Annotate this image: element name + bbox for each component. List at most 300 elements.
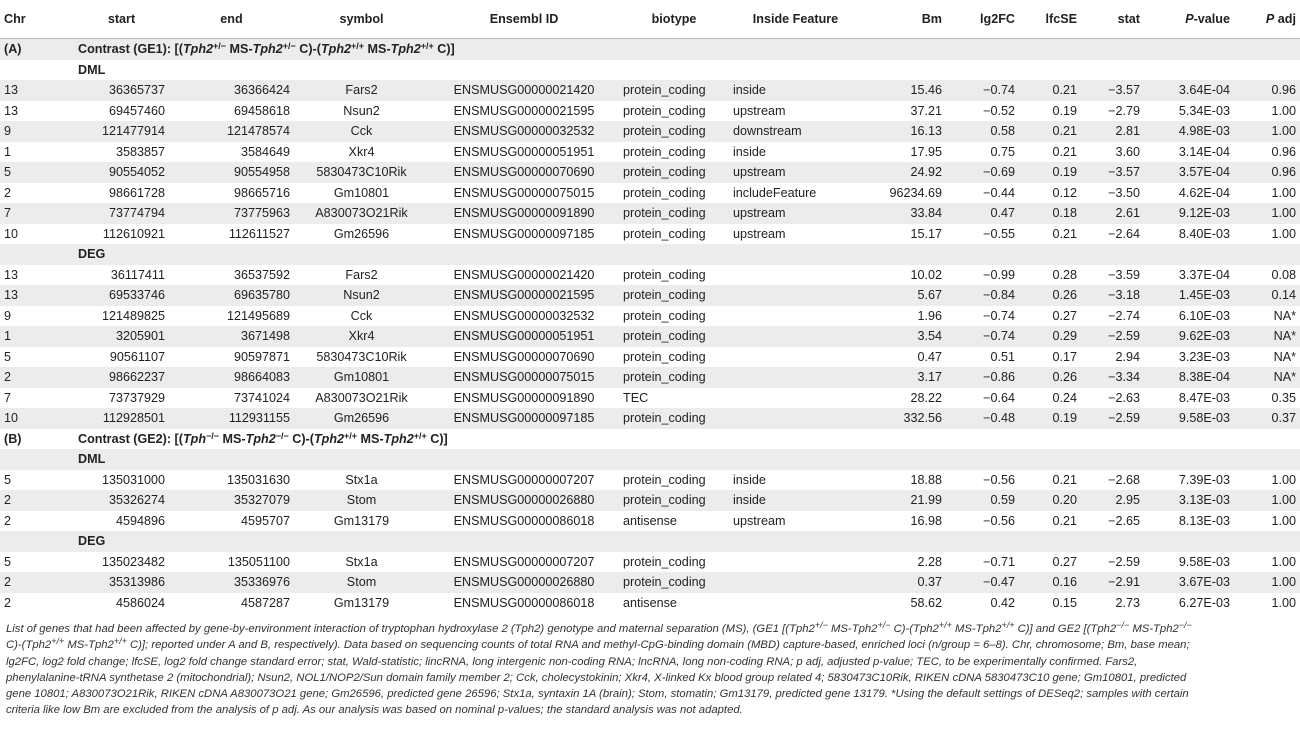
cell-padj: NA* xyxy=(1234,326,1300,347)
footnote-superscript: +/+ xyxy=(1001,620,1015,630)
cell-end: 3584649 xyxy=(169,142,294,163)
cell-end: 73775963 xyxy=(169,203,294,224)
cell-ensembl-id: ENSMUSG00000051951 xyxy=(429,326,619,347)
cell-start: 112610921 xyxy=(74,224,169,245)
cell-bm: 15.17 xyxy=(862,224,946,245)
cell-ensembl-id: ENSMUSG00000032532 xyxy=(429,121,619,142)
cell-stat: −3.34 xyxy=(1081,367,1144,388)
cell-start: 4594896 xyxy=(74,511,169,532)
table-footnote xyxy=(6,621,1194,719)
table-row xyxy=(0,470,1300,491)
cell-ensembl-id: ENSMUSG00000026880 xyxy=(429,490,619,511)
cell-chr: 7 xyxy=(0,388,74,409)
cell-pvalue: 8.40E-03 xyxy=(1144,224,1234,245)
cell-start: 36365737 xyxy=(74,80,169,101)
cell-lfcse: 0.26 xyxy=(1019,285,1081,306)
cell-start: 35326274 xyxy=(74,490,169,511)
cell-lg2fc: −0.56 xyxy=(946,470,1019,491)
cell-start: 73737929 xyxy=(74,388,169,409)
cell-lfcse: 0.21 xyxy=(1019,224,1081,245)
cell-lg2fc: 0.47 xyxy=(946,203,1019,224)
cell-biotype: protein_coding xyxy=(619,121,729,142)
group-spacer xyxy=(0,531,74,552)
cell-symbol: 5830473C10Rik xyxy=(294,347,429,368)
cell-chr: 2 xyxy=(0,593,74,614)
cell-start: 121477914 xyxy=(74,121,169,142)
cell-stat: −3.50 xyxy=(1081,183,1144,204)
cell-bm: 1.96 xyxy=(862,306,946,327)
footnote-text: MS-Tph2 xyxy=(827,623,878,635)
cell-biotype: protein_coding xyxy=(619,572,729,593)
cell-pvalue: 5.34E-03 xyxy=(1144,101,1234,122)
cell-stat: 2.81 xyxy=(1081,121,1144,142)
cell-lfcse: 0.28 xyxy=(1019,265,1081,286)
cell-start: 69533746 xyxy=(74,285,169,306)
cell-ensembl-id: ENSMUSG00000070690 xyxy=(429,347,619,368)
cell-symbol: Gm10801 xyxy=(294,183,429,204)
contrast-title xyxy=(74,429,1300,450)
cell-end: 4587287 xyxy=(169,593,294,614)
footnote-superscript: +/− xyxy=(877,620,891,630)
header-padj xyxy=(1234,0,1300,39)
cell-inside-feature xyxy=(729,593,862,614)
cell-symbol: Xkr4 xyxy=(294,326,429,347)
cell-inside-feature: includeFeature xyxy=(729,183,862,204)
cell-ensembl-id: ENSMUSG00000007207 xyxy=(429,470,619,491)
footnote-superscript: −/− xyxy=(1178,620,1192,630)
cell-start: 35313986 xyxy=(74,572,169,593)
cell-bm: 18.88 xyxy=(862,470,946,491)
cell-stat: −2.68 xyxy=(1081,470,1144,491)
header-symbol: symbol xyxy=(294,0,429,39)
cell-start: 69457460 xyxy=(74,101,169,122)
table-row xyxy=(0,408,1300,429)
cell-symbol: Nsun2 xyxy=(294,101,429,122)
cell-ensembl-id: ENSMUSG00000070690 xyxy=(429,162,619,183)
contrast-title xyxy=(74,39,1300,60)
cell-lfcse: 0.19 xyxy=(1019,408,1081,429)
cell-symbol: 5830473C10Rik xyxy=(294,162,429,183)
cell-inside-feature xyxy=(729,347,862,368)
table-row xyxy=(0,121,1300,142)
cell-inside-feature: upstream xyxy=(729,224,862,245)
header-pvalue-rest: -value xyxy=(1193,12,1230,26)
contrast-row xyxy=(0,39,1300,60)
cell-biotype: antisense xyxy=(619,593,729,614)
cell-padj: 1.00 xyxy=(1234,470,1300,491)
genotype-superscript: −/− xyxy=(275,430,289,441)
cell-pvalue: 3.67E-03 xyxy=(1144,572,1234,593)
cell-lg2fc: −0.99 xyxy=(946,265,1019,286)
cell-symbol: Stom xyxy=(294,490,429,511)
header-inside-feature: Inside Feature xyxy=(729,0,862,39)
cell-padj: NA* xyxy=(1234,306,1300,327)
cell-pvalue: 9.58E-03 xyxy=(1144,408,1234,429)
contrast-text: MS- xyxy=(219,431,246,446)
cell-ensembl-id: ENSMUSG00000021595 xyxy=(429,285,619,306)
cell-lg2fc: 0.51 xyxy=(946,347,1019,368)
cell-end: 98664083 xyxy=(169,367,294,388)
cell-padj: NA* xyxy=(1234,347,1300,368)
footnote-text: C)-(Tph2 xyxy=(890,623,939,635)
genotype-superscript: +/+ xyxy=(420,41,434,52)
cell-bm: 96234.69 xyxy=(862,183,946,204)
cell-symbol: A830073O21Rik xyxy=(294,203,429,224)
cell-biotype: protein_coding xyxy=(619,224,729,245)
genotype-superscript: +/− xyxy=(213,41,227,52)
table-row xyxy=(0,511,1300,532)
cell-padj: 1.00 xyxy=(1234,101,1300,122)
cell-inside-feature: inside xyxy=(729,470,862,491)
cell-bm: 58.62 xyxy=(862,593,946,614)
cell-lfcse: 0.24 xyxy=(1019,388,1081,409)
cell-stat: −3.57 xyxy=(1081,162,1144,183)
header-padj-rest: adj xyxy=(1274,12,1296,26)
cell-stat: −3.18 xyxy=(1081,285,1144,306)
contrast-text: C)] xyxy=(433,42,455,57)
footnote-superscript: +/− xyxy=(814,620,828,630)
cell-end: 36366424 xyxy=(169,80,294,101)
cell-chr: 10 xyxy=(0,408,74,429)
contrast-text: MS- xyxy=(357,431,384,446)
cell-chr: 5 xyxy=(0,162,74,183)
cell-lg2fc: −0.44 xyxy=(946,183,1019,204)
cell-bm: 15.46 xyxy=(862,80,946,101)
cell-ensembl-id: ENSMUSG00000097185 xyxy=(429,408,619,429)
cell-bm: 10.02 xyxy=(862,265,946,286)
cell-end: 135031630 xyxy=(169,470,294,491)
group-label: DEG xyxy=(74,531,1300,552)
footnote-text: MS-Tph2 xyxy=(64,639,114,652)
cell-pvalue: 4.62E-04 xyxy=(1144,183,1234,204)
cell-padj: 1.00 xyxy=(1234,572,1300,593)
cell-inside-feature xyxy=(729,388,862,409)
cell-pvalue: 3.13E-03 xyxy=(1144,490,1234,511)
cell-lfcse: 0.18 xyxy=(1019,203,1081,224)
cell-chr: 1 xyxy=(0,142,74,163)
footnote-text: List of genes that had been affected by gene-by-environment interaction of tryptophan hydroxylase 2 (Tph2) genotype and maternal separation (MS), (GE1 [(Tph2 xyxy=(6,623,815,635)
cell-lg2fc: −0.74 xyxy=(946,326,1019,347)
header-padj-p: P xyxy=(1265,12,1275,26)
cell-inside-feature: inside xyxy=(729,80,862,101)
cell-chr: 1 xyxy=(0,326,74,347)
cell-lfcse: 0.21 xyxy=(1019,80,1081,101)
cell-inside-feature xyxy=(729,306,862,327)
table-row xyxy=(0,265,1300,286)
cell-bm: 33.84 xyxy=(862,203,946,224)
cell-pvalue: 1.45E-03 xyxy=(1144,285,1234,306)
header-stat: stat xyxy=(1081,0,1144,39)
cell-start: 90554052 xyxy=(74,162,169,183)
cell-inside-feature: upstream xyxy=(729,203,862,224)
cell-chr: 5 xyxy=(0,470,74,491)
cell-chr: 5 xyxy=(0,552,74,573)
cell-end: 36537592 xyxy=(169,265,294,286)
cell-biotype: protein_coding xyxy=(619,80,729,101)
cell-bm: 2.28 xyxy=(862,552,946,573)
cell-lg2fc: 0.42 xyxy=(946,593,1019,614)
cell-symbol: Stx1a xyxy=(294,470,429,491)
cell-lfcse: 0.19 xyxy=(1019,162,1081,183)
cell-inside-feature xyxy=(729,285,862,306)
cell-stat: −2.79 xyxy=(1081,101,1144,122)
cell-padj: 1.00 xyxy=(1234,121,1300,142)
cell-inside-feature: downstream xyxy=(729,121,862,142)
cell-lfcse: 0.21 xyxy=(1019,121,1081,142)
contrast-text: Tph2 xyxy=(383,431,414,446)
table-row xyxy=(0,490,1300,511)
genotype-superscript: +/− xyxy=(282,41,296,52)
cell-symbol: Stx1a xyxy=(294,552,429,573)
cell-lg2fc: −0.47 xyxy=(946,572,1019,593)
cell-lg2fc: −0.74 xyxy=(946,80,1019,101)
header-biotype: biotype xyxy=(619,0,729,39)
table-row xyxy=(0,162,1300,183)
header-lg2fc: lg2FC xyxy=(946,0,1019,39)
footnote-superscript: +/+ xyxy=(113,636,127,647)
cell-inside-feature: upstream xyxy=(729,101,862,122)
cell-ensembl-id: ENSMUSG00000097185 xyxy=(429,224,619,245)
contrast-row xyxy=(0,429,1300,450)
cell-symbol: Cck xyxy=(294,306,429,327)
cell-end: 112611527 xyxy=(169,224,294,245)
cell-start: 135031000 xyxy=(74,470,169,491)
table-row xyxy=(0,203,1300,224)
header-pvalue xyxy=(1144,0,1234,39)
cell-inside-feature xyxy=(729,552,862,573)
cell-end: 98665716 xyxy=(169,183,294,204)
cell-lg2fc: −0.69 xyxy=(946,162,1019,183)
cell-end: 90597871 xyxy=(169,347,294,368)
cell-pvalue: 3.57E-04 xyxy=(1144,162,1234,183)
contrast-text: Tph2 xyxy=(245,431,276,446)
contrast-text: MS- xyxy=(364,42,391,57)
cell-stat: 3.60 xyxy=(1081,142,1144,163)
cell-lfcse: 0.15 xyxy=(1019,593,1081,614)
cell-stat: −2.91 xyxy=(1081,572,1144,593)
cell-bm: 3.54 xyxy=(862,326,946,347)
cell-pvalue: 6.27E-03 xyxy=(1144,593,1234,614)
cell-bm: 21.99 xyxy=(862,490,946,511)
cell-lfcse: 0.21 xyxy=(1019,511,1081,532)
cell-bm: 28.22 xyxy=(862,388,946,409)
cell-biotype: protein_coding xyxy=(619,326,729,347)
cell-padj: 1.00 xyxy=(1234,203,1300,224)
cell-chr: 2 xyxy=(0,490,74,511)
cell-stat: 2.95 xyxy=(1081,490,1144,511)
group-label: DML xyxy=(74,449,1300,470)
cell-pvalue: 3.64E-04 xyxy=(1144,80,1234,101)
cell-bm: 16.98 xyxy=(862,511,946,532)
cell-ensembl-id: ENSMUSG00000075015 xyxy=(429,183,619,204)
cell-padj: 1.00 xyxy=(1234,183,1300,204)
cell-end: 35327079 xyxy=(169,490,294,511)
contrast-text: MS- xyxy=(226,42,253,57)
cell-ensembl-id: ENSMUSG00000021420 xyxy=(429,265,619,286)
table-row xyxy=(0,142,1300,163)
cell-chr: 10 xyxy=(0,224,74,245)
group-row xyxy=(0,60,1300,81)
cell-symbol: Gm13179 xyxy=(294,593,429,614)
cell-padj: 0.08 xyxy=(1234,265,1300,286)
genotype-superscript: −/− xyxy=(206,430,220,441)
footnote-text: C)] and GE2 [(Tph2 xyxy=(1014,623,1117,635)
cell-end: 121478574 xyxy=(169,121,294,142)
cell-pvalue: 7.39E-03 xyxy=(1144,470,1234,491)
cell-lg2fc: −0.48 xyxy=(946,408,1019,429)
cell-inside-feature: upstream xyxy=(729,511,862,532)
table-header xyxy=(0,0,1300,39)
cell-lfcse: 0.21 xyxy=(1019,470,1081,491)
cell-symbol: Fars2 xyxy=(294,80,429,101)
cell-lfcse: 0.26 xyxy=(1019,367,1081,388)
cell-ensembl-id: ENSMUSG00000026880 xyxy=(429,572,619,593)
cell-pvalue: 3.14E-04 xyxy=(1144,142,1234,163)
header-bm: Bm xyxy=(862,0,946,39)
cell-padj: 0.96 xyxy=(1234,142,1300,163)
cell-ensembl-id: ENSMUSG00000021420 xyxy=(429,80,619,101)
cell-inside-feature xyxy=(729,326,862,347)
section-label: (B) xyxy=(0,429,74,450)
cell-padj: 0.96 xyxy=(1234,80,1300,101)
cell-padj: 0.37 xyxy=(1234,408,1300,429)
cell-lg2fc: 0.75 xyxy=(946,142,1019,163)
cell-end: 69458618 xyxy=(169,101,294,122)
table-row xyxy=(0,306,1300,327)
cell-bm: 0.47 xyxy=(862,347,946,368)
cell-biotype: protein_coding xyxy=(619,162,729,183)
cell-chr: 5 xyxy=(0,347,74,368)
cell-chr: 9 xyxy=(0,121,74,142)
cell-end: 35336976 xyxy=(169,572,294,593)
cell-lfcse: 0.21 xyxy=(1019,142,1081,163)
cell-lg2fc: −0.56 xyxy=(946,511,1019,532)
footnote-text: MS-Tph2 xyxy=(951,623,1002,635)
contrast-text: C)] xyxy=(426,431,448,446)
cell-biotype: protein_coding xyxy=(619,306,729,327)
cell-lfcse: 0.17 xyxy=(1019,347,1081,368)
cell-bm: 37.21 xyxy=(862,101,946,122)
cell-biotype: protein_coding xyxy=(619,285,729,306)
cell-start: 98661728 xyxy=(74,183,169,204)
cell-pvalue: 9.62E-03 xyxy=(1144,326,1234,347)
cell-chr: 2 xyxy=(0,511,74,532)
cell-biotype: protein_coding xyxy=(619,367,729,388)
table-row xyxy=(0,593,1300,614)
cell-stat: −2.65 xyxy=(1081,511,1144,532)
group-spacer xyxy=(0,60,74,81)
cell-padj: NA* xyxy=(1234,367,1300,388)
cell-bm: 332.56 xyxy=(862,408,946,429)
cell-chr: 9 xyxy=(0,306,74,327)
table-row xyxy=(0,285,1300,306)
contrast-text: Tph2 xyxy=(320,42,352,57)
header-ensembl-id: Ensembl ID xyxy=(429,0,619,39)
group-label: DEG xyxy=(74,244,1300,265)
contrast-text: Tph xyxy=(182,431,207,446)
cell-bm: 0.37 xyxy=(862,572,946,593)
cell-bm: 3.17 xyxy=(862,367,946,388)
contrast-text: Tph2 xyxy=(252,42,283,57)
cell-start: 36117411 xyxy=(74,265,169,286)
cell-start: 121489825 xyxy=(74,306,169,327)
cell-chr: 13 xyxy=(0,80,74,101)
cell-end: 112931155 xyxy=(169,408,294,429)
genotype-superscript: +/+ xyxy=(344,430,358,441)
cell-lg2fc: −0.55 xyxy=(946,224,1019,245)
group-spacer xyxy=(0,244,74,265)
cell-bm: 17.95 xyxy=(862,142,946,163)
cell-symbol: Xkr4 xyxy=(294,142,429,163)
cell-end: 121495689 xyxy=(169,306,294,327)
cell-pvalue: 3.37E-04 xyxy=(1144,265,1234,286)
cell-ensembl-id: ENSMUSG00000021595 xyxy=(429,101,619,122)
footnote-text: C)-(Tph2 xyxy=(6,639,52,652)
footnote-superscript: −/− xyxy=(1116,620,1130,630)
cell-inside-feature xyxy=(729,408,862,429)
cell-biotype: protein_coding xyxy=(619,408,729,429)
cell-stat: −2.59 xyxy=(1081,552,1144,573)
cell-symbol: A830073O21Rik xyxy=(294,388,429,409)
table-row xyxy=(0,347,1300,368)
cell-stat: 2.61 xyxy=(1081,203,1144,224)
cell-symbol: Gm13179 xyxy=(294,511,429,532)
genotype-superscript: +/+ xyxy=(413,430,427,441)
cell-chr: 13 xyxy=(0,285,74,306)
cell-pvalue: 3.23E-03 xyxy=(1144,347,1234,368)
group-spacer xyxy=(0,449,74,470)
cell-stat: −3.57 xyxy=(1081,80,1144,101)
cell-inside-feature: upstream xyxy=(729,162,862,183)
cell-padj: 1.00 xyxy=(1234,593,1300,614)
cell-inside-feature: inside xyxy=(729,142,862,163)
cell-padj: 0.96 xyxy=(1234,162,1300,183)
footnote-text: MS-Tph2 xyxy=(1129,623,1179,635)
cell-chr: 13 xyxy=(0,101,74,122)
cell-lfcse: 0.20 xyxy=(1019,490,1081,511)
footnote-text: C)]; reported under A and B, respectively). Data based on sequencing counts of total RNA and methyl-CpG-binding domain (MBD) capture-based, enriched loci (n/group = 6–8). Chr, chromosome; Bm, base mean; lg2FC, log2 fold change; lfcSE, log2 fold change standard error; stat, Wald-statistic; lincRNA, long intergenic non-coding RNA; lncRNA, long non-coding RNA; p adj, adjusted p-value; TEC, to be experimentally confirmed. Fars2, phenylalanine-tRNA synthetase 2 (mitochondrial); Nsun2, NOL1/NOP2/Sun domain family member 2; Cck, cholecystokinin; Xkr4, X-linked Kx blood group related 4; 5830473C10Rik, RIKEN cDNA 5830473C10 gene; Gm10801, predicted gene 10801; A830073O21Rik, RIKEN cDNA A830073O21 gene; Gm26596, predicted gene 26596; Stx1a, syntaxin 1A (brain); Stom, stomatin; Gm13179, predicted gene 13179. *Using the default settings of DESeq2; samples with certain criteria like low Bm are excluded from the analysis of p adj. As our analysis was based on nominal p-values; the standard analysis was not adapted. xyxy=(6,639,1190,717)
cell-padj: 0.14 xyxy=(1234,285,1300,306)
cell-chr: 2 xyxy=(0,367,74,388)
cell-end: 3671498 xyxy=(169,326,294,347)
cell-lg2fc: 0.59 xyxy=(946,490,1019,511)
cell-lg2fc: −0.71 xyxy=(946,552,1019,573)
cell-pvalue: 8.38E-04 xyxy=(1144,367,1234,388)
cell-padj: 1.00 xyxy=(1234,224,1300,245)
cell-stat: −2.64 xyxy=(1081,224,1144,245)
cell-biotype: protein_coding xyxy=(619,470,729,491)
cell-lg2fc: 0.58 xyxy=(946,121,1019,142)
cell-padj: 1.00 xyxy=(1234,552,1300,573)
footnote-superscript: +/+ xyxy=(938,620,952,630)
cell-chr: 2 xyxy=(0,572,74,593)
contrast-text: C)-( xyxy=(295,42,321,57)
cell-ensembl-id: ENSMUSG00000075015 xyxy=(429,367,619,388)
cell-lg2fc: −0.52 xyxy=(946,101,1019,122)
cell-biotype: TEC xyxy=(619,388,729,409)
cell-biotype: protein_coding xyxy=(619,183,729,204)
cell-lfcse: 0.27 xyxy=(1019,306,1081,327)
cell-stat: 2.94 xyxy=(1081,347,1144,368)
cell-end: 90554958 xyxy=(169,162,294,183)
cell-symbol: Gm10801 xyxy=(294,367,429,388)
cell-inside-feature: inside xyxy=(729,490,862,511)
cell-start: 4586024 xyxy=(74,593,169,614)
cell-ensembl-id: ENSMUSG00000091890 xyxy=(429,203,619,224)
cell-bm: 5.67 xyxy=(862,285,946,306)
cell-biotype: protein_coding xyxy=(619,552,729,573)
cell-end: 135051100 xyxy=(169,552,294,573)
